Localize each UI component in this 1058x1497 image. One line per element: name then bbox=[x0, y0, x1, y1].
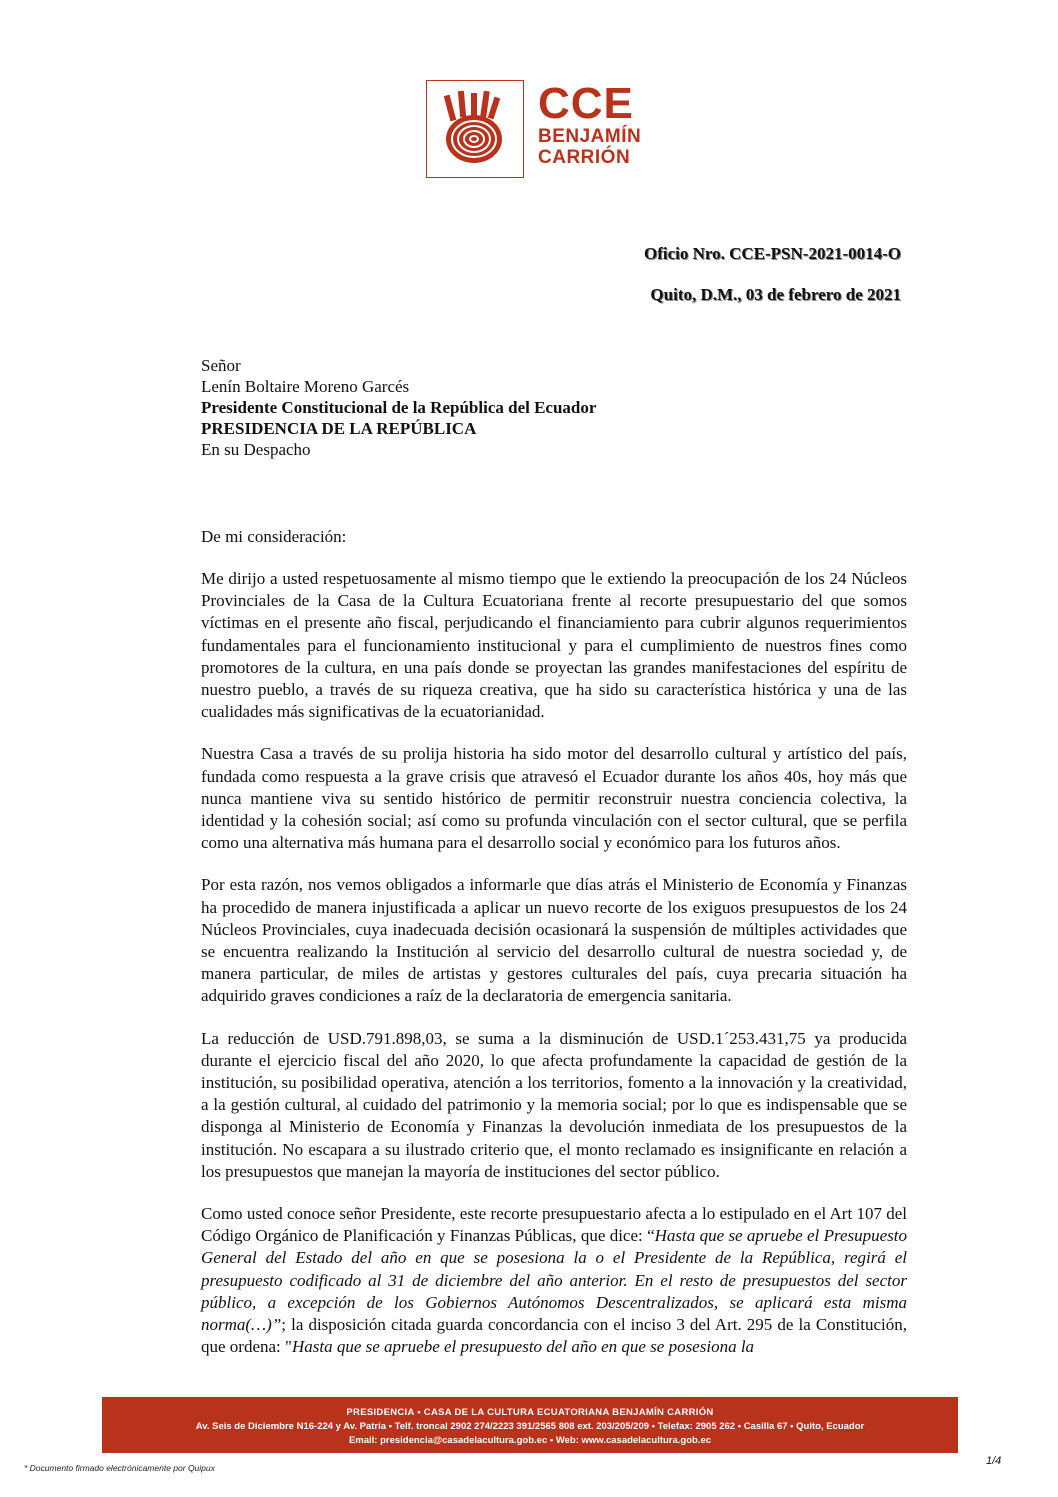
office-number: Oficio Nro. CCE-PSN-2021-0014-O bbox=[643, 244, 901, 263]
logo-name-line2: CARRIÓN bbox=[538, 147, 631, 168]
logo-acronym: CCE bbox=[538, 79, 634, 128]
addressee-institution: PRESIDENCIA DE LA REPÚBLICA bbox=[201, 419, 477, 438]
letter-body bbox=[201, 568, 907, 1379]
paragraph-1: Me dirijo a usted respetuosamente al mismo tiempo que le extiendo la preocupación de los 24 Núcleos Provinciales de la Casa de la Cultura Ecuatoriana frente al recorte presupuestario del que somos víctimas en el presente año fiscal, perjudicando el financiamiento para cubrir algunos requerimientos fundamentales para el funcionamiento institucional y para el cumplimiento de nuestros fines como promotores de la cultura, en una país donde se proyectan las grandes manifestaciones del espíritu de nuestro pueblo, a través de su riqueza creativa, que ha sido su característica histórica y una de las cualidades más significativas de la ecuatorianidad. bbox=[201, 569, 907, 722]
addressee-position: Presidente Constitucional de la República del Ecuador bbox=[201, 398, 597, 417]
institutional-footer bbox=[102, 1397, 958, 1453]
legal-quote-2: Hasta que se apruebe el presupuesto del año en que se posesiona la bbox=[291, 1337, 755, 1357]
addressee-name: Lenín Boltaire Moreno Garcés bbox=[201, 377, 410, 396]
cce-logo bbox=[426, 79, 642, 180]
addressee-treatment: Señor bbox=[201, 356, 241, 375]
page-number: 1/4 bbox=[986, 1455, 1002, 1467]
paragraph-4: La reducción de USD.791.898,03, se suma a la disminución de USD.1´253.431,75 ya producida durante el ejercicio fiscal del año 2020, lo que afecta profundamente la capacidad de gestión de la institución, su posibilidad operativa, atención a los territorios, fomento a la innovación y la creatividad, a la gestión cultural, al cuidado del patrimonio y la memoria social; por lo que es indispensable que se disponga al Ministerio de Economía y Finanzas la devolución inmediata de los presupuestos de la institución. No escapara a su ilustrado criterio que, el monto reclamado es insignificante en relación a los presupuestos que manejan la mayoría de instituciones del sector público. bbox=[201, 1028, 907, 1181]
hand-emblem-icon bbox=[426, 80, 524, 178]
legal-quote-1: Hasta que se apruebe el Presupuesto General del Estado del año en que se posesiona la o el Presidente de la República, regirá el presupuesto codificado al 31 de diciembre del año anterior. En el resto de presupuestos del sector público, a excepción de los Gobiernos Autónomos Descentralizados, se aplicará esta misma norma(…)” bbox=[201, 1226, 907, 1335]
paragraph-3: Por esta razón, nos vemos obligados a informarle que días atrás el Ministerio de Economía y Finanzas ha procedido de manera injustificada a aplicar un nuevo recorte de los exiguos presupuestos de los 24 Núcleos Provinciales, cuya inadecuada decisión ocasionará la suspensión de múltiples actividades que se encuentra realizando la Institución al servicio del desarrollo cultural de nuestra sociedad y, de manera particular, de miles de artistas y gestores culturales del país, cuya precaria situación ha adquirido graves condiciones a raíz de la declaratoria de emergencia sanitaria. bbox=[201, 875, 907, 1006]
logo-wordmark bbox=[538, 79, 642, 168]
paragraph-2: Nuestra Casa a través de su prolija historia ha sido motor del desarrollo cultural y artístico del país, fundada como respuesta a la grave crisis que atravesó el Ecuador durante los años 40s, hoy más que nunca mantiene viva su sentido histórico de permitir reconstruir nuestra conciencia colectiva, la identidad y la cohesión social; así como su profunda vinculación con el sector cultural, que se perfila como una alternativa más humana para el desarrollo social y económico para los futuros años. bbox=[201, 744, 907, 853]
salutation: De mi consideración: bbox=[201, 527, 347, 546]
paragraph-5-intro: Como usted conoce señor Presidente, este recorte presupuestario afecta a lo estipulado en el Art 107 del Código Orgánico de Planificación y Finanzas Públicas, que dice: “ bbox=[201, 1204, 907, 1246]
paragraph-5 bbox=[201, 1203, 907, 1358]
place-date: Quito, D.M., 03 de febrero de 2021 bbox=[650, 285, 901, 304]
footer-title: PRESIDENCIA • CASA DE LA CULTURA ECUATORIANA BENJAMÍN CARRIÓN bbox=[346, 1407, 714, 1418]
footer-address: Av. Seis de Diciembre N16-224 y Av. Patria • Telf. troncal 2902 274/2223 391/2565 808 ext. 203/205/209 • Telefax: 2905 262 • Casilla 67 • Quito, Ecuador bbox=[195, 1421, 865, 1432]
addressee-block bbox=[201, 355, 596, 460]
footer-contact: Email: presidencia@casadelacultura.gob.ec • Web: www.casadelacultura.gob.ec bbox=[348, 1435, 712, 1446]
addressee-location: En su Despacho bbox=[201, 440, 311, 459]
paragraph-5-middle: ; la disposición citada guarda concordancia con el inciso 3 del Art. 295 de la Constitución, que ordena: " bbox=[201, 1315, 907, 1357]
logo-name-line1: BENJAMÍN bbox=[538, 126, 642, 147]
electronic-signature-note: * Documento firmado electrónicamente por Quipux bbox=[24, 1463, 215, 1473]
